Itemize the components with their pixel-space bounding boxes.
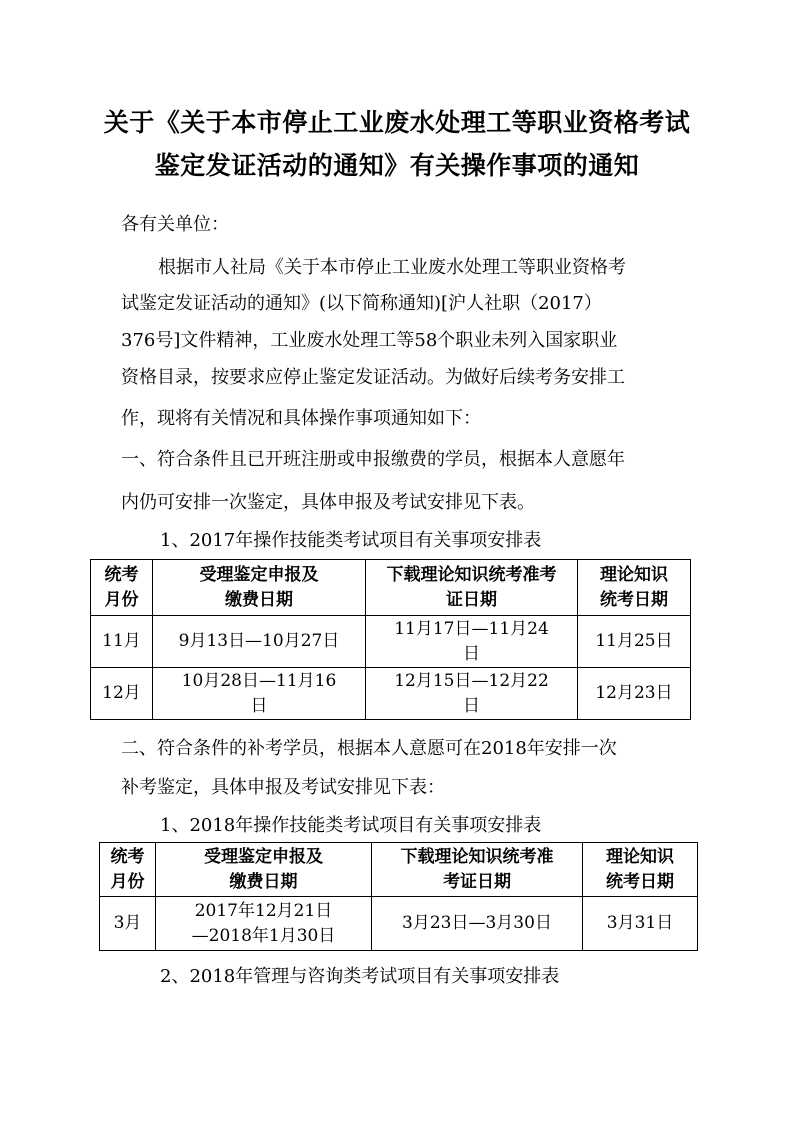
header-cell: 受理鉴定申报及 缴费日期 [153,560,366,616]
table2 [99,842,698,951]
paragraph-line: 根据市人社局《关于本市停止工业废水处理工等职业资格考 [158,257,626,278]
header-cell: 统考 月份 [100,843,156,897]
section-two-line: 二、符合条件的补考学员，根据本人意愿可在2018年安排一次 [121,738,617,759]
header-cell: 统考 月份 [91,560,153,616]
section-one-line: 内仍可安排一次鉴定，具体申报及考试安排见下表。 [121,492,535,513]
header-cell: 下载理论知识统考准 考证日期 [372,843,583,897]
doc-title-line1: 关于《关于本市停止工业废水处理工等职业资格考试 [103,108,691,137]
header-cell: 下载理论知识统考准考 证日期 [366,560,578,616]
download-date-cell: 3月23日—3月30日 [372,897,583,951]
table2-header-row [100,843,698,897]
paragraph-line: 资格目录，按要求应停止鉴定发证活动。为做好后续考务安排工 [121,367,625,388]
table-row [91,616,691,668]
month-cell: 11月 [91,616,153,668]
section-one-line: 一、符合条件且已开班注册或申报缴费的学员，根据本人意愿年 [121,449,625,470]
header-cell: 理论知识 统考日期 [578,560,691,616]
paragraph-line: 376号]文件精神，工业废水处理工等58个职业未列入国家职业 [121,330,618,351]
month-cell: 12月 [91,668,153,720]
table2-caption: 1、2018年操作技能类考试项目有关事项安排表 [160,815,542,836]
table1-header-row [91,560,691,616]
apply-date-cell: 2017年12月21日 —2018年1月30日 [156,897,372,951]
download-date-cell: 12月15日—12月22 日 [366,668,578,720]
table3-caption: 2、2018年管理与咨询类考试项目有关事项安排表 [160,966,560,987]
exam-date-cell: 11月25日 [578,616,691,668]
download-date-cell: 11月17日—11月24 日 [366,616,578,668]
salutation: 各有关单位： [121,214,229,235]
month-cell: 3月 [100,897,156,951]
table1 [90,559,691,720]
doc-title-line2: 鉴定发证活动的通知》有关操作事项的通知 [154,151,640,180]
section-two-line: 补考鉴定，具体申报及考试安排见下表： [121,777,445,798]
table-row [91,668,691,720]
apply-date-cell: 9月13日—10月27日 [153,616,366,668]
header-cell: 受理鉴定申报及 缴费日期 [156,843,372,897]
exam-date-cell: 3月31日 [583,897,698,951]
table1-caption: 1、2017年操作技能类考试项目有关事项安排表 [160,530,542,551]
header-cell: 理论知识 统考日期 [583,843,698,897]
exam-date-cell: 12月23日 [578,668,691,720]
paragraph-line: 作，现将有关情况和具体操作事项通知如下： [121,408,481,429]
table-row [100,897,698,951]
paragraph-line: 试鉴定发证活动的通知》(以下简称通知)[沪人社职（2017） [121,293,602,314]
apply-date-cell: 10月28日—11月16 日 [153,668,366,720]
